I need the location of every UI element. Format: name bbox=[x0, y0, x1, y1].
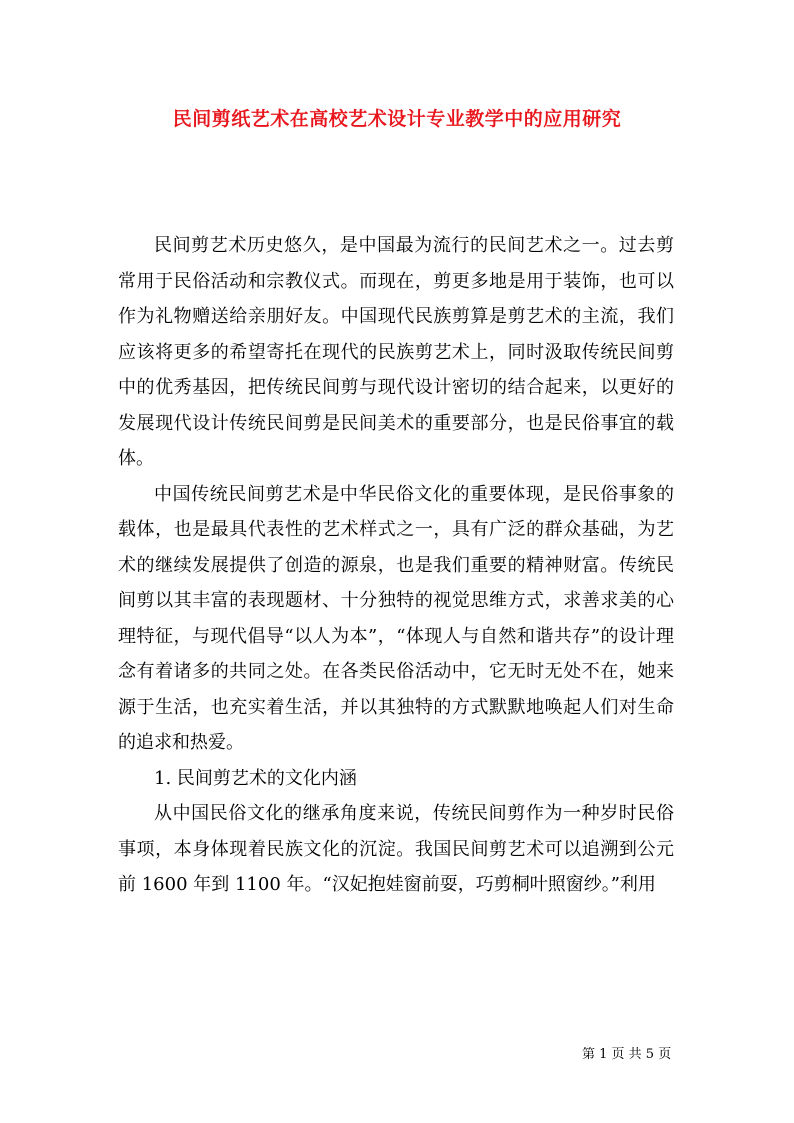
section-heading: 1. 民间剪艺术的文化内涵 bbox=[154, 767, 357, 789]
paragraph-tradition: 中国传统民间剪艺术是中华民俗文化的重要体现，是民俗事象的载体，也是最具代表性的艺术样式之一，具有广泛的群众基础，为艺术的继续发展提供了创造的源泉，也是我们重要的精神财富。传统民间剪以其丰富的表现题材、十分独特的视觉思维方式，求善求美的心理特征，与现代倡导“以人为本”，“体现人与自然和谐共存”的设计理念有着诸多的共同之处。在各类民俗活动中，它无时无处不在，她来源于生活，也充实着生活，并以其独特的方式默默地唤起人们对生命的追求和热爱。 bbox=[118, 483, 674, 753]
document-body bbox=[118, 228, 674, 903]
paragraph-intro: 民间剪艺术历史悠久，是中国最为流行的民间艺术之一。过去剪常用于民俗活动和宗教仪式。而现在，剪更多地是用于装饰，也可以作为礼物赠送给亲朋好友。中国现代民族剪算是剪艺术的主流，我们应该将更多的希望寄托在现代的民族剪艺术上，同时汲取传统民间剪中的优秀基因，把传统民间剪与现代设计密切的结合起来，以更好的发展现代设计传统民间剪是民间美术的重要部分，也是民俗事宜的载体。 bbox=[118, 235, 674, 469]
page-number: 第 1 页 共 5 页 bbox=[582, 1047, 672, 1062]
document-title: 民间剪纸艺术在高校艺术设计专业教学中的应用研究 bbox=[172, 108, 622, 130]
paragraph-section-1: 从中国民俗文化的继承角度来说，传统民间剪作为一种岁时民俗事项，本身体现着民族文化的沉淀。我国民间剪艺术可以追溯到公元前 1600 年到 1100 年。“汉妃抱娃窗前耍，巧剪桐叶照窗纱。”利用 bbox=[118, 803, 674, 895]
